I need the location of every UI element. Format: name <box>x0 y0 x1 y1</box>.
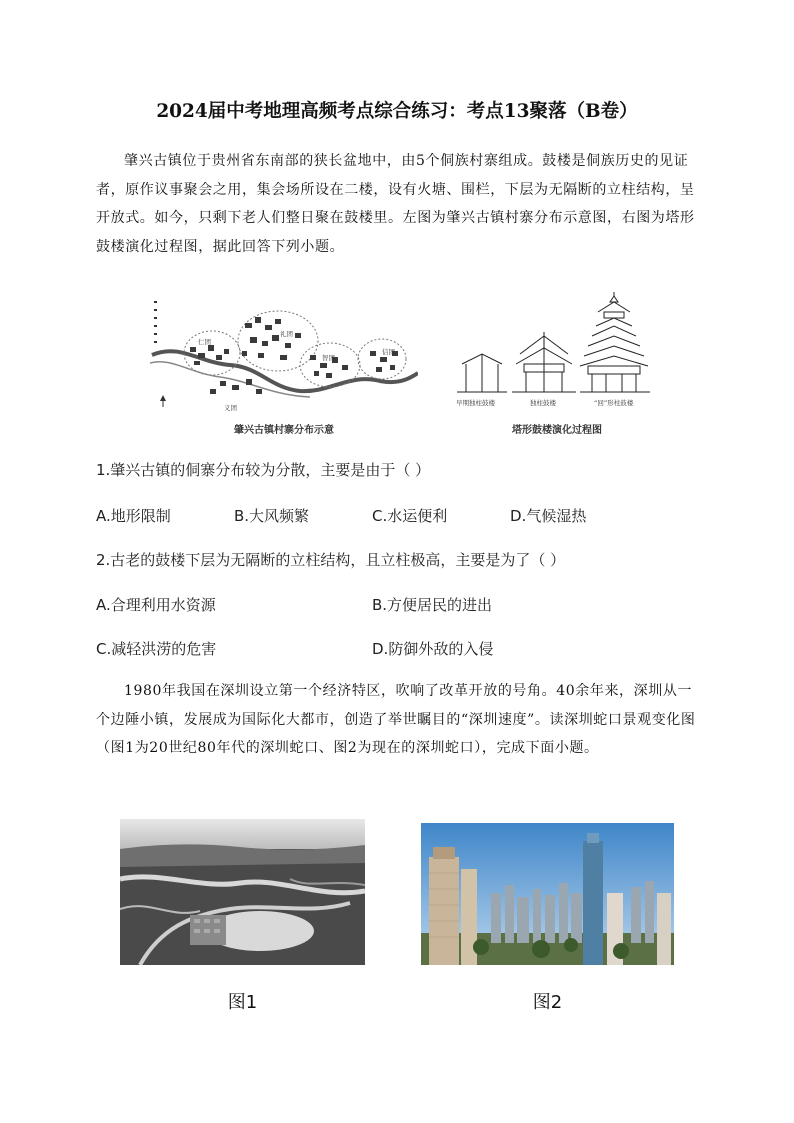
photo-1-image <box>120 819 365 965</box>
page-title: 2024届中考地理高频考点综合练习：考点13聚落（B卷） <box>156 101 638 122</box>
drum-tower-image <box>452 292 662 402</box>
photo-1-shekou-1980s <box>120 819 365 965</box>
photo-2-image <box>421 823 674 965</box>
drum-tower-caption: 塔形鼓楼演化过程图 <box>512 425 602 436</box>
village-label-yi: 义团 <box>224 404 237 412</box>
tower-label-single: 独柱鼓楼 <box>530 399 556 407</box>
q1-option-c[interactable]: C.水运便利 <box>372 507 448 525</box>
village-map-caption: 肇兴古镇村寨分布示意 <box>234 425 334 436</box>
q2-option-d[interactable]: D.防御外敌的入侵 <box>372 640 494 658</box>
q2-option-c[interactable]: C.减轻洪涝的危害 <box>96 640 217 658</box>
tower-label-hui: “回”形柱鼓楼 <box>594 399 634 407</box>
tower-label-early: 早期独柱鼓楼 <box>456 399 495 407</box>
q1-option-d[interactable]: D.气候湿热 <box>510 507 587 525</box>
passage-1: 肇兴古镇位于贵州省东南部的狭长盆地中，由5个侗族村寨组成。鼓楼是侗族历史的见证者，原作议事聚会之用，集会场所设在二楼，设有火塘、围栏，下层为无隔断的立柱结构，呈开放式。如今，只剩下老人们整日聚在鼓楼里。左图为肇兴古镇村寨分布示意图，右图为塔形鼓楼演化过程图，据此回答下列小题。 <box>96 153 695 255</box>
q2-option-a[interactable]: A.合理利用水资源 <box>96 596 216 614</box>
q1-option-a[interactable]: A.地形限制 <box>96 507 171 525</box>
village-label-li: 礼团 <box>280 330 293 338</box>
village-label-ren: 仁团 <box>198 338 211 346</box>
village-map-figure <box>150 293 418 417</box>
photo-2-label: 图2 <box>532 992 563 1013</box>
photo-2-shekou-today <box>421 823 674 965</box>
village-map-image <box>150 293 418 417</box>
photo-1-label: 图1 <box>227 992 258 1013</box>
passage-2: 1980年我国在深圳设立第一个经济特区，吹响了改革开放的号角。40余年来，深圳从一个边陲小镇，发展成为国际化大都市，创造了举世瞩目的“深圳速度”。读深圳蛇口景观变化图（图1为20世纪80年代的深圳蛇口、图2为现在的深圳蛇口），完成下面小题。 <box>96 683 696 756</box>
question-2-stem: 2.古老的鼓楼下层为无隔断的立柱结构，且立柱极高，主要是为了（ ） <box>96 551 566 569</box>
village-label-zhi: 智团 <box>322 354 335 362</box>
question-1-stem: 1.肇兴古镇的侗寨分布较为分散，主要是由于（ ） <box>96 461 431 479</box>
drum-tower-figure <box>452 292 662 412</box>
village-label-xin: 信团 <box>382 348 395 356</box>
q2-option-b[interactable]: B.方便居民的进出 <box>372 596 493 614</box>
q1-option-b[interactable]: B.大风频繁 <box>234 507 310 525</box>
